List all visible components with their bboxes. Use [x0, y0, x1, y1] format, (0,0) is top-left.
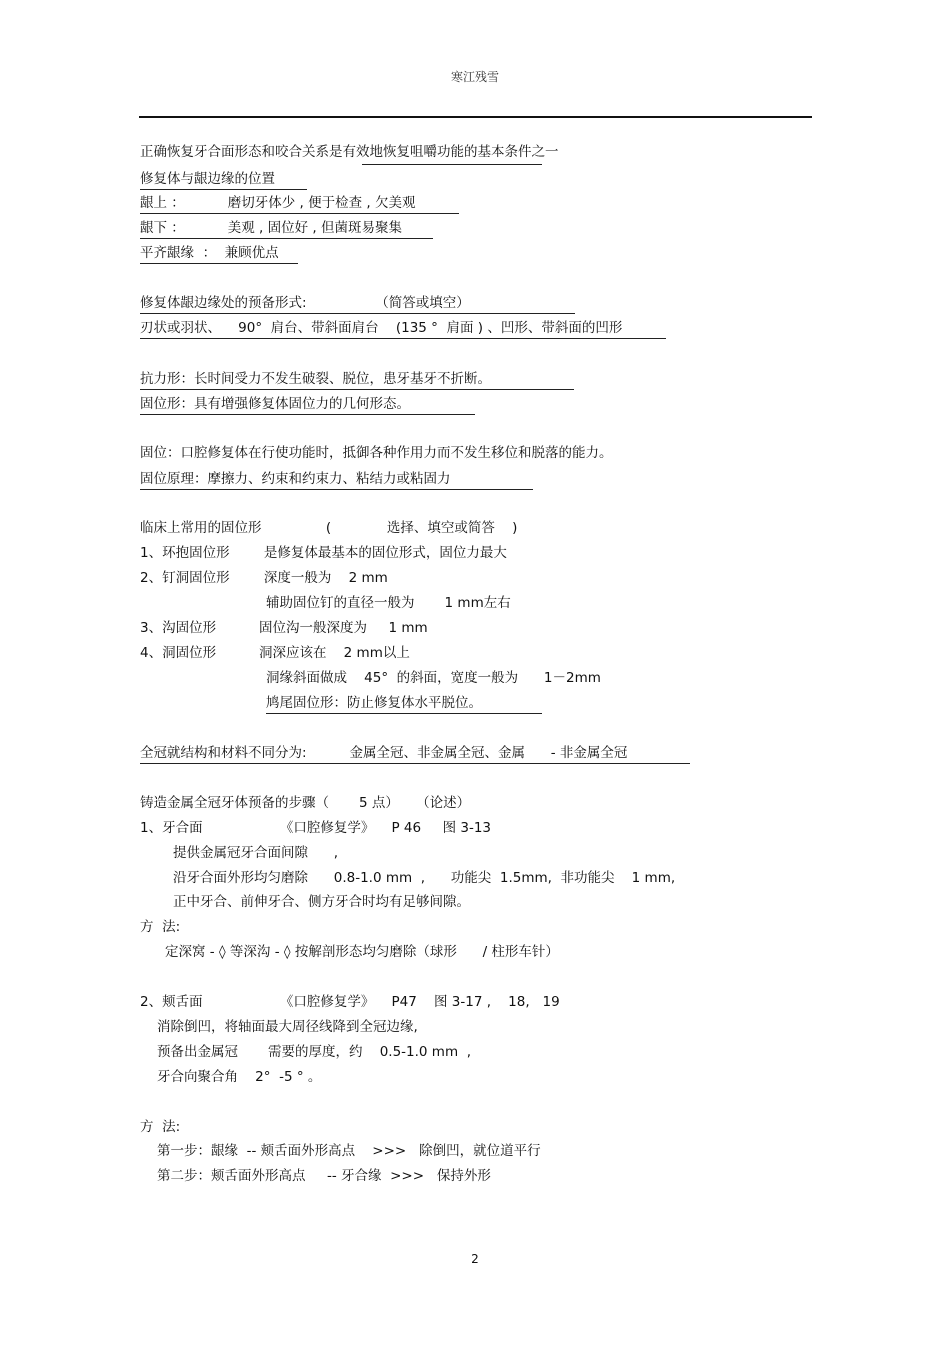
underline	[140, 763, 690, 764]
text-line: 正确恢复牙合面形态和咬合关系是有效地恢复咀嚼功能的基本条件之一	[140, 144, 559, 160]
underline	[140, 414, 475, 415]
text-line: 抗力形：长时间受力不发生破裂、脱位，患牙基牙不折断。	[140, 371, 491, 387]
text-line: 2、颊舌面 《口腔修复学》 P47 图 3-17 , 18, 19	[140, 994, 560, 1010]
text-line: 龈下 ： 美观 , 固位好 , 但菌斑易聚集	[140, 220, 402, 236]
text-line: 1、牙合面 《口腔修复学》 P 46 图 3-13	[140, 820, 491, 836]
text-line: 洞缘斜面做成 45° 的斜面，宽度一般为 1－2mm	[266, 670, 601, 686]
text-line: 平齐龈缘 ： 兼顾优点	[140, 245, 279, 261]
text-line: 第二步：颊舌面外形高点 -- 牙合缘 >>> 保持外形	[157, 1168, 491, 1184]
text-line: 固位原理：摩擦力、约束和约束力、粘结力或粘固力	[140, 471, 451, 487]
text-line: 临床上常用的固位形 ( 选择、填空或简答 )	[140, 520, 518, 536]
text-line: 辅助固位钉的直径一般为 1 mm左右	[266, 595, 511, 611]
header-rule	[139, 116, 812, 118]
underline	[140, 213, 459, 214]
text-line: 固位形：具有增强修复体固位力的几何形态。	[140, 396, 410, 412]
underline	[140, 313, 575, 314]
text-line: 4、洞固位形 洞深应该在 2 mm以上	[140, 645, 410, 661]
running-header: 寒江残雪	[450, 70, 499, 84]
text-line: 消除倒凹，将轴面最大周径线降到全冠边缘,	[157, 1019, 418, 1035]
text-line: 刃状或羽状、 90° 肩台、带斜面肩台 (135 ° 肩面 ) 、凹形、带斜面的凹形	[140, 320, 623, 336]
underline	[362, 164, 542, 165]
underline	[140, 238, 433, 239]
text-line: 第一步：龈缘 -- 颊舌面外形高点 >>> 除倒凹，就位道平行	[157, 1143, 541, 1159]
text-line: 固位：口腔修复体在行使功能时，抵御各种作用力而不发生移位和脱落的能力。	[140, 445, 613, 461]
underline	[140, 389, 574, 390]
text-line: 铸造金属全冠牙体预备的步骤（ 5 点） （论述）	[140, 795, 471, 811]
underline	[140, 338, 666, 339]
text-line: 沿牙合面外形均匀磨除 0.8-1.0 mm , 功能尖 1.5mm, 非功能尖 1 mm,	[173, 870, 676, 886]
text-line: 全冠就结构和材料不同分为: 金属全冠、非金属全冠、金属 - 非金属全冠	[140, 745, 628, 761]
underline	[266, 713, 542, 714]
text-line: 龈上 ： 磨切牙体少 , 便于检查 , 欠美观	[140, 195, 416, 211]
text-line: 3、沟固位形 固位沟一般深度为 1 mm	[140, 620, 428, 636]
underline	[140, 263, 298, 264]
underline	[140, 189, 307, 190]
underline	[140, 489, 533, 490]
text-line: 预备出金属冠 需要的厚度，约 0.5-1.0 mm ,	[157, 1044, 471, 1060]
text-line: 提供金属冠牙合面间隙 ,	[173, 845, 339, 861]
text-line: 修复体龈边缘处的预备形式: （简答或填空）	[140, 295, 470, 311]
text-line: 方 法:	[140, 1119, 181, 1135]
text-line: 方 法:	[140, 919, 181, 935]
text-line: 正中牙合、前伸牙合、侧方牙合时均有足够间隙。	[173, 894, 470, 910]
text-line: 鸠尾固位形：防止修复体水平脱位。	[266, 695, 482, 711]
text-line: 定深窝 - ◊ 等深沟 - ◊ 按解剖形态均匀磨除（球形 / 柱形车针）	[165, 944, 559, 960]
page-number: 2	[471, 1252, 479, 1266]
text-line: 牙合向聚合角 2° -5 ° 。	[157, 1069, 322, 1085]
text-line: 2、钉洞固位形 深度一般为 2 mm	[140, 570, 388, 586]
text-line: 修复体与龈边缘的位置	[140, 171, 275, 187]
text-line: 1、环抱固位形 是修复体最基本的固位形式，固位力最大	[140, 545, 507, 561]
